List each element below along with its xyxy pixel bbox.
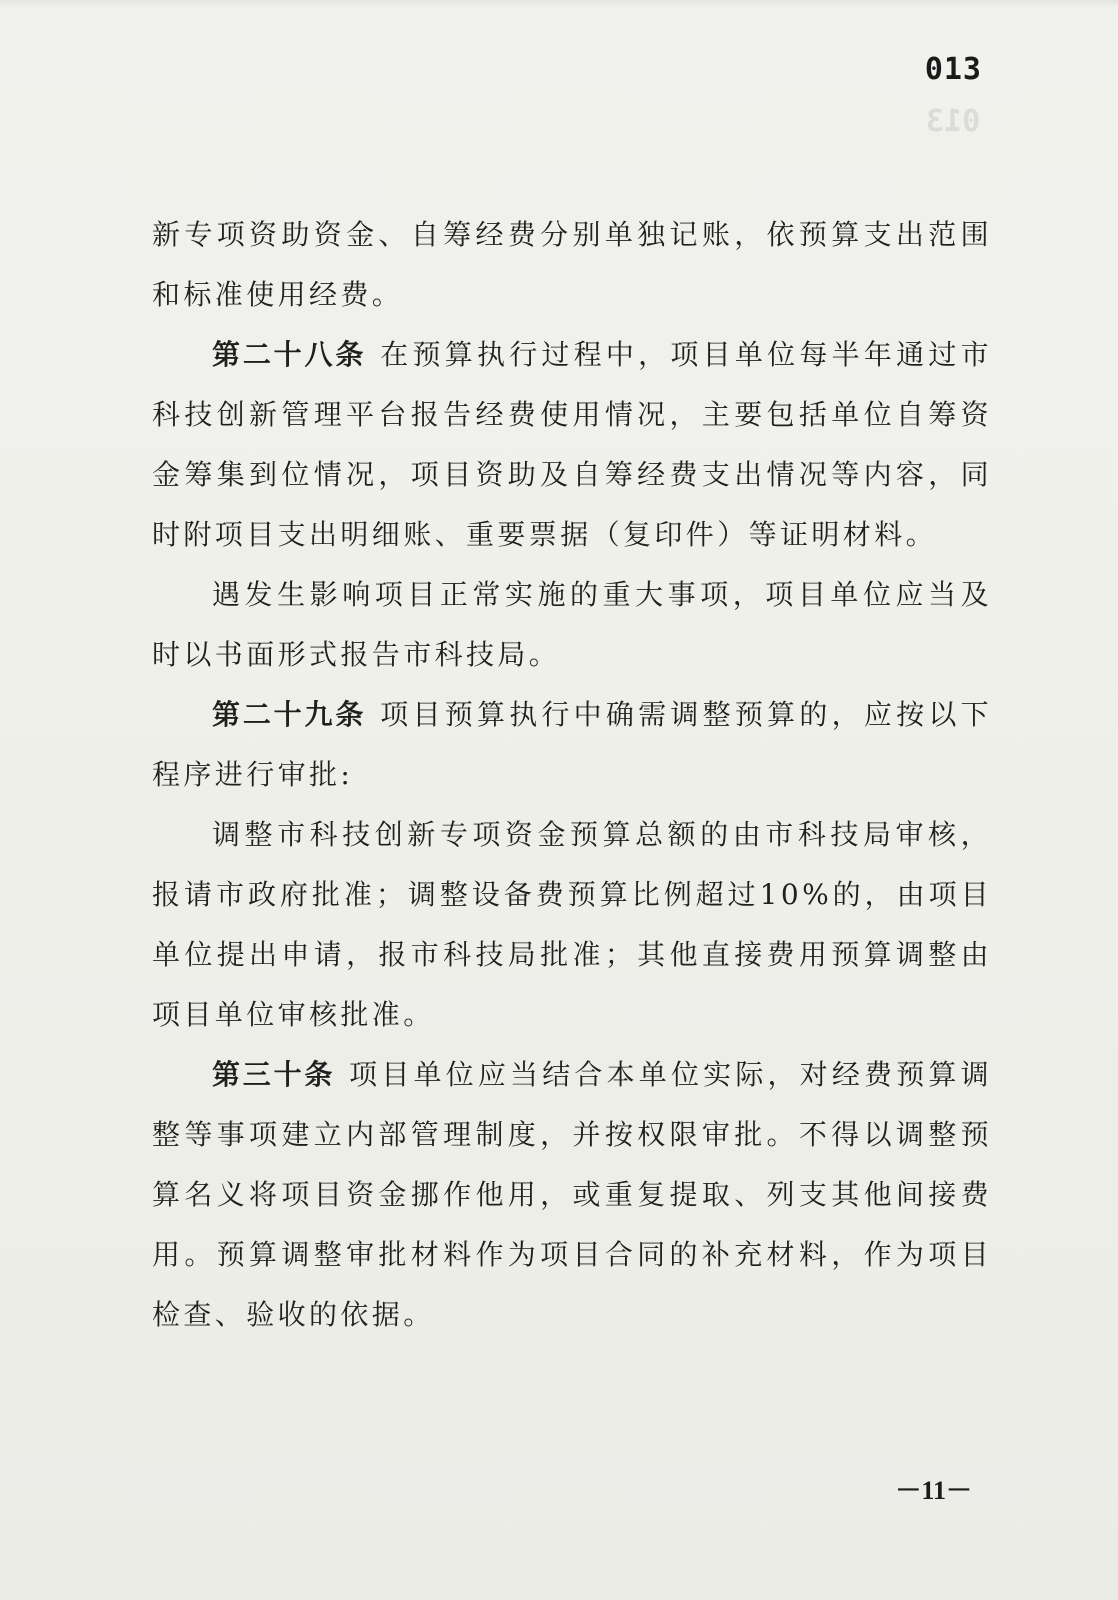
article-title: 第二十八条 xyxy=(212,338,367,371)
scan-shadow xyxy=(0,0,1118,8)
archive-stamp-number: 013 xyxy=(924,52,982,87)
archive-stamp-ghost: 013 xyxy=(925,104,980,139)
paragraph-text: 项目预算执行中确需调整预算的，应按以下程序进行审批: xyxy=(152,698,992,791)
paragraph-article-30 xyxy=(152,1045,992,1345)
paragraph-article-28 xyxy=(152,325,992,565)
page-number: －11－ xyxy=(895,1476,972,1505)
paragraph-text: 项目单位应当结合本单位实际，对经费预算调整等事项建立内部管理制度，并按权限审批。不得以调整预算名义将项目资金挪作他用，或重复提取、列支其他间接费用。预算调整审批材料作为项目合同的补充材料，作为项目检查、验收的依据。 xyxy=(152,1058,992,1331)
paragraph-text: 在预算执行过程中，项目单位每半年通过市科技创新管理平台报告经费使用情况，主要包括单位自筹资金筹集到位情况，项目资助及自筹经费支出情况等内容，同时附项目支出明细账、重要票据（复印件）等证明材料。 xyxy=(152,338,992,551)
article-title: 第二十九条 xyxy=(212,698,367,731)
paragraph-budget-adjustment xyxy=(152,805,992,1045)
paragraph-text: 新专项资助资金、自筹经费分别单独记账，依预算支出范围和标准使用经费。 xyxy=(152,218,992,311)
article-title: 第三十条 xyxy=(212,1058,336,1091)
paragraph-text: 调整市科技创新专项资金预算总额的由市科技局审核，报请市政府批准；调整设备费预算比例超过10%的，由项目单位提出申请，报市科技局批准；其他直接费用预算调整由项目单位审核批准。 xyxy=(152,818,992,1031)
paragraph-article-29 xyxy=(152,685,992,805)
paragraph-major-event xyxy=(152,565,992,685)
paragraph-text: 遇发生影响项目正常实施的重大事项，项目单位应当及时以书面形式报告市科技局。 xyxy=(152,578,992,671)
paragraph-1 xyxy=(152,205,992,325)
document-body xyxy=(152,205,992,1345)
